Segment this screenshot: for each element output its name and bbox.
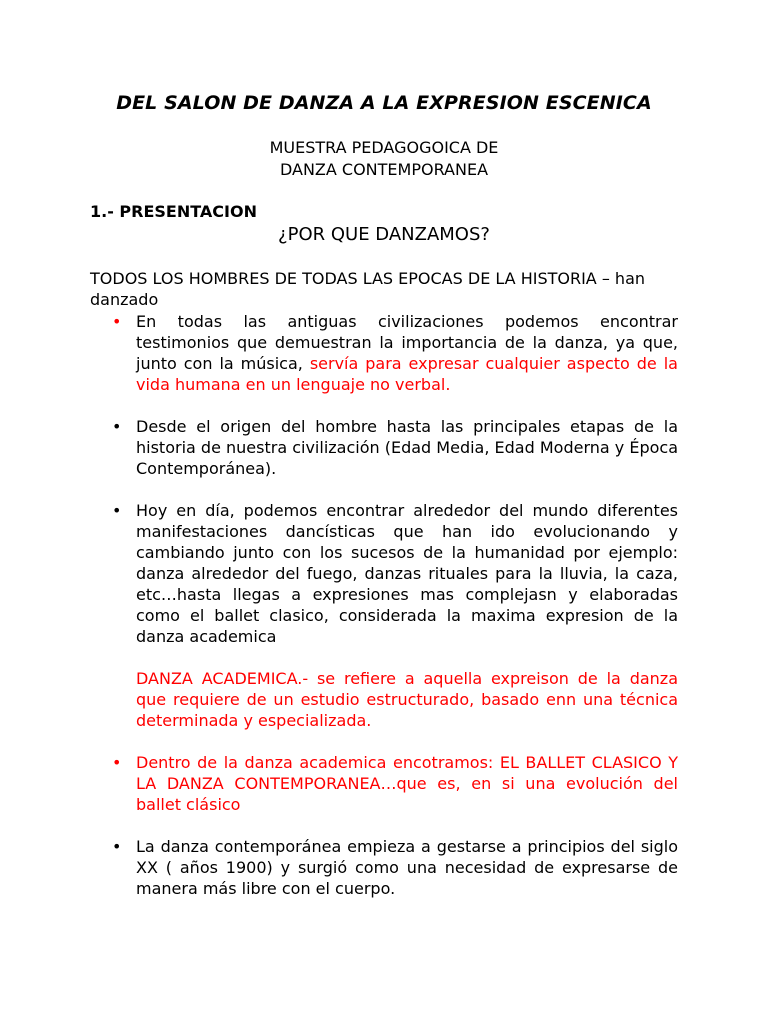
question-heading: ¿POR QUE DANZAMOS?: [278, 224, 490, 245]
list-item-highlight: servía para expresar cualquier aspecto de la vida humana en un lenguaje no verbal.: [136, 354, 678, 394]
subtitle-line-1: MUESTRA PEDAGOGOICA DE: [269, 138, 499, 157]
bullet-icon: •: [112, 312, 122, 331]
list-item: [90, 500, 678, 647]
bullet-icon: •: [112, 753, 122, 772]
document-title: DEL SALON DE DANZA A LA EXPRESION ESCENICA: [116, 92, 652, 114]
bullet-icon: •: [112, 837, 122, 856]
list-item-text: Desde el origen del hombre hasta las principales etapas de la historia de nuestra civilización (Edad Media, Edad Moderna y Época Contemporánea).: [136, 417, 678, 478]
list-item: [90, 752, 678, 815]
subtitle-line-2: DANZA CONTEMPORANEA: [279, 160, 489, 179]
list-item: [90, 836, 678, 899]
list-item-text: Hoy en día, podemos encontrar alrededor del mundo diferentes manifestaciones dancísticas que han ido evolucionando y cambiando junto con los sucesos de la humanidad por ejemplo: danza alrededor del fuego, danzas rituales para la lluvia, la caza, etc…hasta llegas a expresiones mas complejasn y elaboradas como el ballet clasico, considerada la maxima expresion de la danza academica: [136, 501, 678, 646]
list-item-text: En todas las antiguas civilizaciones podemos encontrar testimonios que demuestran la importancia de la danza, ya que, junto con la música,: [136, 312, 678, 373]
list-item-text: La danza contemporánea empieza a gestarse a principios del siglo XX ( años 1900) y surgió como una necesidad de expresarse de manera más libre con el cuerpo.: [136, 837, 678, 898]
section-heading: 1.- PRESENTACION: [90, 202, 257, 221]
list-item: [90, 311, 678, 395]
intro-paragraph: TODOS LOS HOMBRES DE TODAS LAS EPOCAS DE LA HISTORIA – han danzado: [90, 269, 646, 309]
bullet-icon: •: [112, 417, 122, 436]
bullet-icon: •: [112, 501, 122, 520]
list-item-text: Dentro de la danza academica encotramos: EL BALLET CLASICO Y LA DANZA CONTEMPORANEA…que es, en si una evolución del ballet clásico: [136, 753, 678, 814]
definition-note: DANZA ACADEMICA.- se refiere a aquella expreison de la danza que requiere de un estudio estructurado, basado enn una técnica determinada y especializada.: [136, 669, 678, 730]
list-item: [90, 416, 678, 479]
bullet-list: [90, 311, 678, 920]
